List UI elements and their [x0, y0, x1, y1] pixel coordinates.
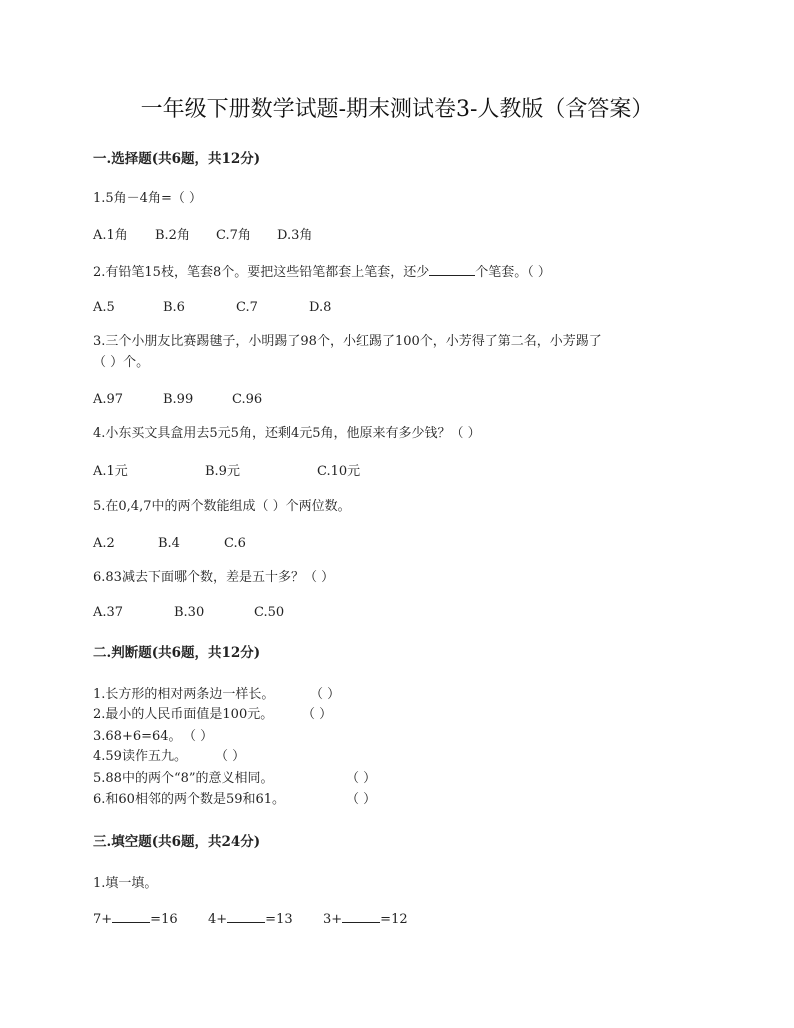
- answer-blank: [342, 910, 380, 923]
- question-3-line-2: （ ）个。: [93, 355, 150, 370]
- question-2-text-b: 个笔套。（ ）: [475, 265, 551, 280]
- section-heading-judge: 二.判断题(共6题，共12分): [93, 645, 261, 661]
- judge-item-text: 5.88中的两个“8”的意义相同。: [93, 771, 274, 786]
- equation-right: =16: [150, 912, 178, 927]
- judge-item-paren: （ ）: [302, 707, 333, 722]
- answer-blank: [112, 910, 150, 923]
- judge-item-text: 6.和60相邻的两个数是59和61。: [93, 792, 286, 807]
- answer-blank: [429, 263, 475, 276]
- option: D.8: [309, 300, 332, 315]
- option: B.2角: [155, 228, 190, 243]
- question-1-text: 1.5角－4角=（ ）: [93, 191, 202, 206]
- judge-item-text: 2.最小的人民币面值是100元。: [93, 707, 274, 722]
- question-2-text-a: 2.有铅笔15枝，笔套8个。要把这些铅笔都套上笔套，还少: [93, 265, 430, 280]
- question-3-line-1: 3.三个小朋友比赛踢毽子，小明踢了98个，小红踢了100个，小芳得了第二名，小芳踢了: [93, 334, 602, 349]
- option: A.37: [93, 605, 124, 620]
- question-5-text: 5.在0,4,7中的两个数能组成（ ）个两位数。: [93, 499, 351, 514]
- option: B.99: [163, 392, 194, 407]
- option: A.97: [93, 392, 124, 407]
- fill-question-1-text: 1.填一填。: [93, 876, 158, 891]
- page-title: 一年级下册数学试题-期末测试卷3-人教版（含答案）: [140, 97, 654, 122]
- option: A.2: [93, 536, 115, 551]
- judge-item-text: 1.长方形的相对两条边一样长。: [93, 687, 275, 702]
- equation-left: 4+: [208, 912, 228, 927]
- option: C.7角: [216, 228, 251, 243]
- judge-item-paren: （ ）: [183, 729, 214, 744]
- equation: [208, 910, 293, 929]
- question-2-text: [93, 263, 551, 282]
- option: C.7: [236, 300, 258, 315]
- option: B.9元: [205, 464, 240, 479]
- question-4-text: 4.小东买文具盒用去5元5角，还剩4元5角，他原来有多少钱？（ ）: [93, 426, 481, 441]
- option: C.10元: [317, 464, 361, 479]
- judge-item-text: 3.68+6=64。: [93, 729, 182, 744]
- option: D.3角: [277, 228, 313, 243]
- answer-blank: [227, 910, 265, 923]
- section-heading-choice: 一.选择题(共6题，共12分): [93, 151, 261, 167]
- equation: [323, 910, 408, 929]
- question-6-text: 6.83减去下面哪个数，差是五十多？（ ）: [93, 570, 335, 585]
- equation-right: =13: [265, 912, 293, 927]
- option: C.96: [232, 392, 263, 407]
- equation: [93, 910, 178, 929]
- option: C.6: [224, 536, 246, 551]
- option: A.1元: [93, 464, 128, 479]
- equation-left: 7+: [93, 912, 113, 927]
- option: B.30: [174, 605, 205, 620]
- judge-item-paren: （ ）: [215, 749, 246, 764]
- equation-left: 3+: [323, 912, 343, 927]
- option: A.5: [93, 300, 115, 315]
- judge-item-paren: （ ）: [346, 771, 377, 786]
- equation-right: =12: [380, 912, 408, 927]
- option: C.50: [254, 605, 285, 620]
- option: A.1角: [93, 228, 128, 243]
- option: B.4: [158, 536, 180, 551]
- section-heading-fill: 三.填空题(共6题，共24分): [93, 834, 261, 850]
- judge-item-paren: （ ）: [310, 687, 341, 702]
- option: B.6: [163, 300, 185, 315]
- judge-item-text: 4.59读作五九。: [93, 749, 187, 764]
- judge-item-paren: （ ）: [346, 792, 377, 807]
